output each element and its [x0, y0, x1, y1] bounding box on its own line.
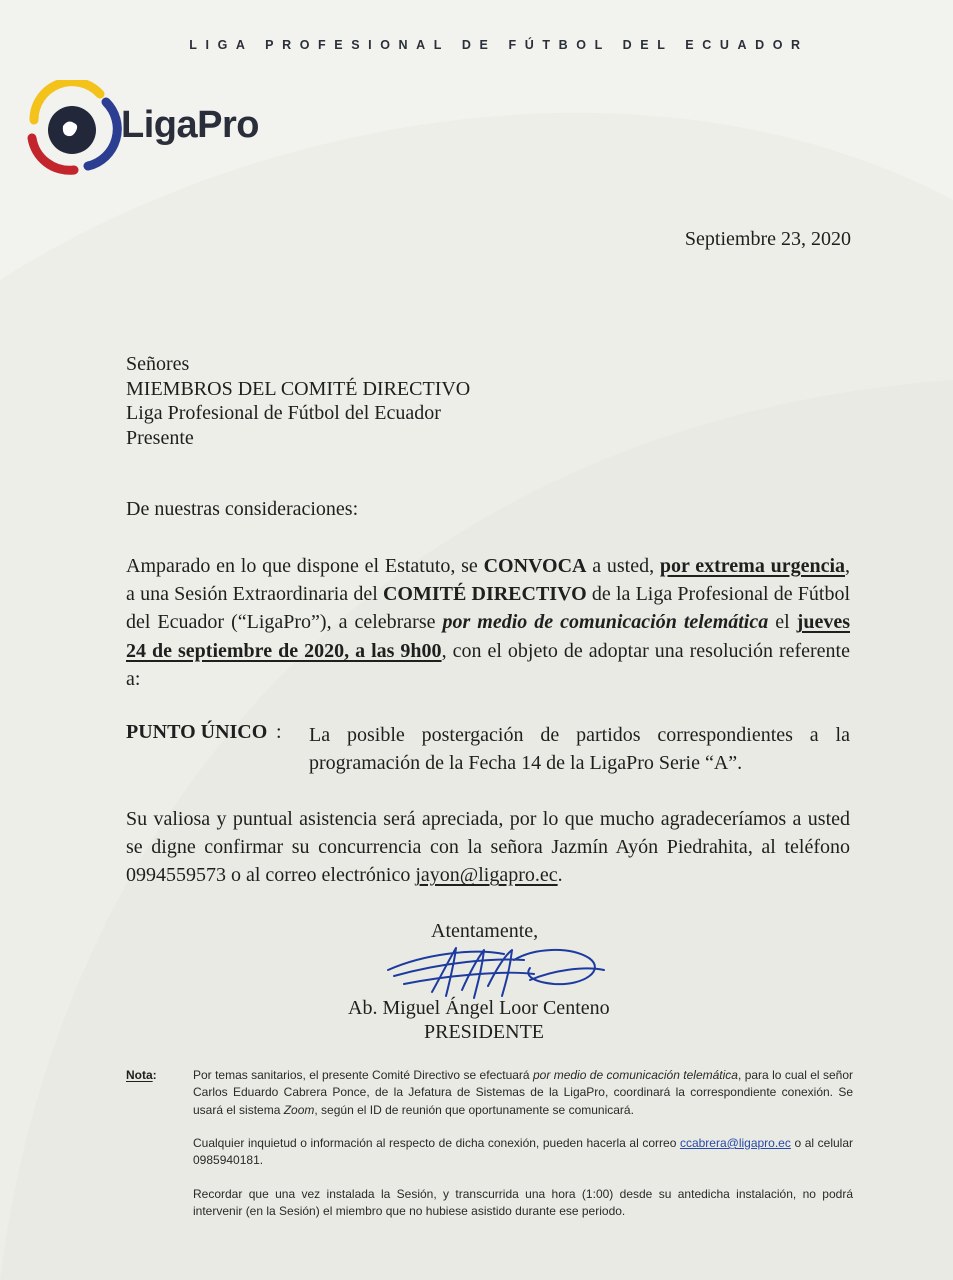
signer-title: PRESIDENTE	[424, 1021, 544, 1043]
note-label	[126, 1068, 157, 1082]
note-paragraph-attendance: Recordar que una vez instalada la Sesión, y transcurrida una hora (1:00) desde su antedicha instalación, no podrá intervenir (en la Sesión) el miembro que no hubiese asistido durante ese periodo.	[193, 1187, 853, 1219]
ligapro-logo-icon	[22, 80, 122, 175]
text-run: Su valiosa y puntual asistencia será apreciada, por lo que mucho agradeceríamos a usted se digne confirmar su concurrencia con la señora Jazmín Ayón Piedrahita, al teléfono 0994559573 o al correo electrónico	[126, 808, 850, 887]
telematic-emphasis: por medio de comunicación telemática	[442, 611, 769, 634]
addressee-line: Presente	[126, 426, 194, 449]
confirmation-paragraph	[126, 805, 850, 890]
text-run: o al celular 0985940181.	[193, 1136, 853, 1168]
text-run: Amparado en lo que dispone el Estatuto, se	[126, 555, 484, 577]
logo-wordmark: LigaPro	[121, 104, 259, 146]
closing: Atentamente,	[431, 920, 539, 942]
note-label-colon: :	[152, 1068, 157, 1082]
note-paragraph-telematic	[193, 1067, 853, 1119]
text-run: el	[768, 611, 797, 634]
note-label-text: Nota	[126, 1068, 153, 1082]
text-run: , con el objeto de adoptar una resolución referente a:	[126, 639, 850, 690]
letter-date: Septiembre 23, 2020	[684, 228, 851, 250]
note-paragraph-contact	[193, 1135, 853, 1170]
salutation: De nuestras consideraciones:	[126, 498, 359, 520]
league-header: LIGA PROFESIONAL DE FÚTBOL DEL ECUADOR	[189, 38, 809, 52]
text-run-italic: por medio de comunicación telemática	[532, 1068, 738, 1082]
text-run: , según el ID de reunión que oportunamente se comunicará.	[314, 1102, 634, 1117]
zoom-mention: Zoom	[283, 1102, 315, 1117]
text-run: , para lo cual el señor Carlos Eduardo Cabrera Ponce, de la Jefatura de Sistemas de la LigaPro, coordinará la correspondiente conexión. Se usará el sistema	[193, 1068, 853, 1117]
addressee-line: Liga Profesional de Fútbol del Ecuador	[126, 402, 441, 424]
urgency-emphasis: por extrema urgencia	[659, 555, 845, 577]
convoca-emphasis: CONVOCA	[483, 555, 587, 577]
addressee-line: Señores	[126, 353, 190, 375]
text-run: Por temas sanitarios, el presente Comité Directivo se efectuará	[193, 1068, 533, 1082]
agenda-label: PUNTO ÚNICO	[126, 721, 268, 743]
text-run: .	[557, 864, 563, 887]
agenda-colon: :	[276, 721, 282, 743]
addressee-line: MIEMBROS DEL COMITÉ DIRECTIVO	[126, 377, 471, 400]
agenda-item: La posible postergación de partidos correspondientes a la programación de la Fecha 14 de la LigaPro Serie “A”.	[309, 724, 850, 775]
tech-email-link[interactable]: ccabrera@ligapro.ec	[679, 1136, 791, 1150]
convocation-paragraph	[126, 552, 850, 693]
contact-email-link[interactable]: jayon@ligapro.ec	[415, 864, 558, 887]
text-run: Cualquier inquietud o información al respecto de dicha conexión, pueden hacerla al correo	[193, 1136, 680, 1150]
text-run: , a una Sesión Extraordinaria del	[126, 555, 850, 606]
addressee-block	[126, 352, 470, 450]
committee-emphasis: COMITÉ DIRECTIVO	[382, 583, 587, 606]
signer-name: Ab. Miguel Ángel Loor Centeno	[348, 997, 610, 1019]
text-run: de la Liga Profesional de Fútbol del Ecuador (“LigaPro”), a celebrarse	[126, 583, 851, 634]
text-run: a usted,	[586, 555, 660, 577]
meeting-datetime: jueves 24 de septiembre de 2020, a las 9h00	[126, 611, 850, 662]
